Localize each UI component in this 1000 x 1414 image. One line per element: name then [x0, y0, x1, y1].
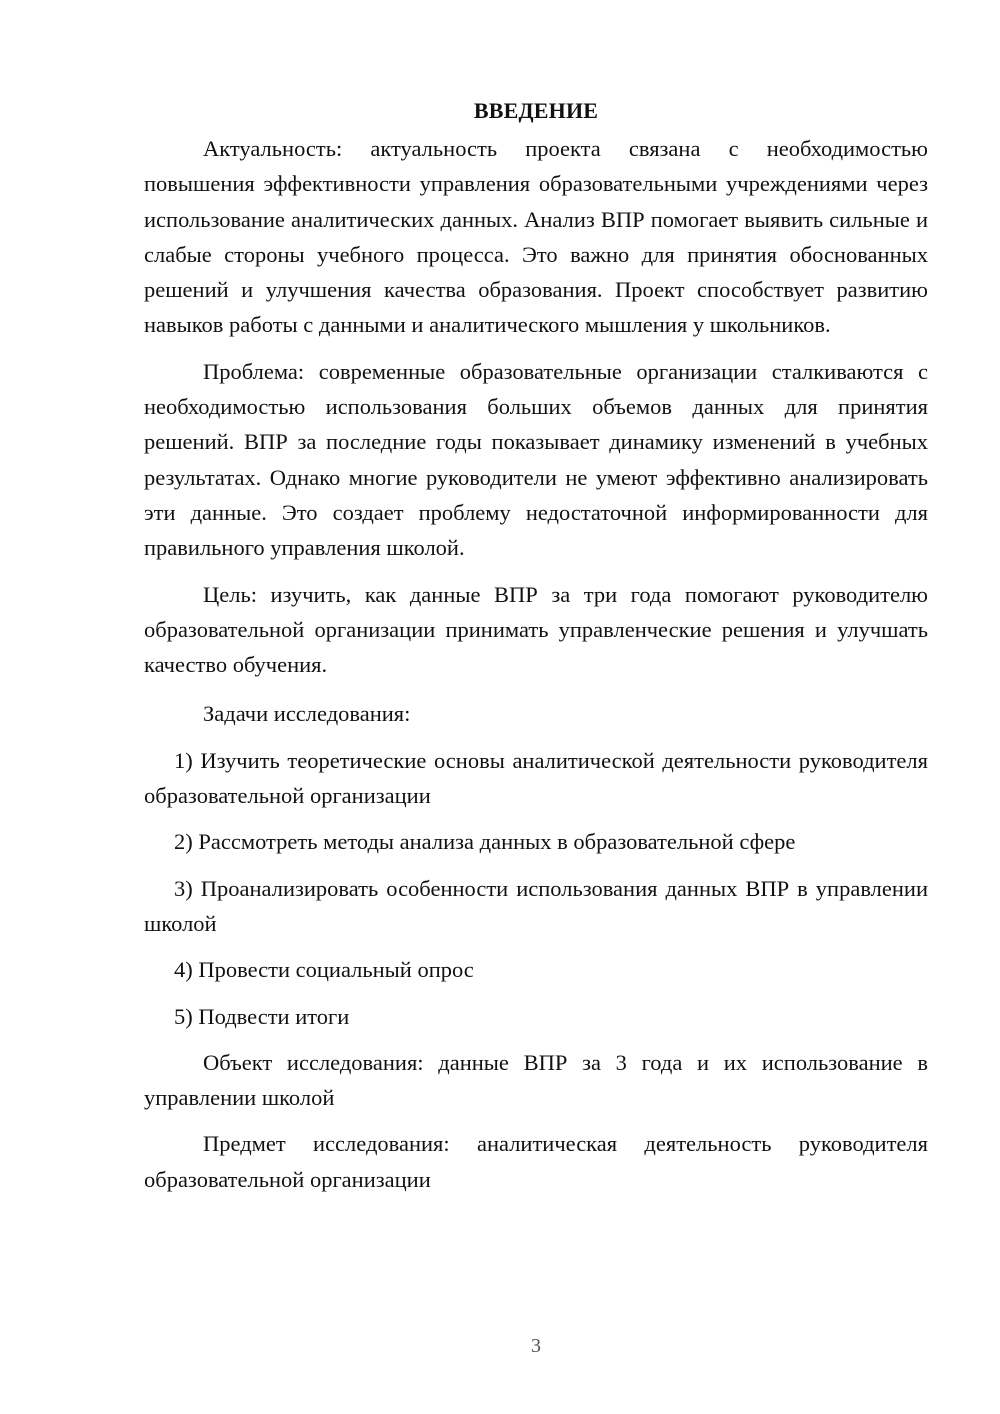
tasks-heading: Задачи исследования:	[203, 701, 411, 727]
section-title: ВВЕДЕНИЕ	[473, 98, 599, 123]
list-item: 3) Проанализировать особенности использования данных ВПР в управлении школой	[144, 875, 928, 936]
problem-paragraph: Проблема: современные образовательные организации сталкиваются с необходимостью использования больших объемов данных для принятия решений. ВПР за последние годы показывает динамику изменений в учебных результатах. Однако многие руководители не умеют эффективно анализировать эти данные. Это создает проблему недостаточной информированности для правильного управления школой.	[144, 358, 928, 561]
list-item: 2) Рассмотреть методы анализа данных в образовательной сфере	[174, 829, 796, 855]
list-item: 4) Провести социальный опрос	[174, 957, 474, 983]
object-paragraph: Объект исследования: данные ВПР за 3 года и их использование в управлении школой	[144, 1049, 928, 1111]
page-number: 3	[531, 1335, 541, 1357]
document-page	[144, 95, 928, 1197]
list-item: 5) Подвести итоги	[174, 1003, 350, 1029]
tasks-list	[144, 743, 928, 1034]
relevance-paragraph: Актуальность: актуальность проекта связана с необходимостью повышения эффективности управления образовательными учреждениями через использование аналитических данных. Анализ ВПР помогает выявить сильные и слабые стороны учебного процесса. Это важно для принятия обоснованных решений и улучшения качества образования. Проект способствует развитию навыков работы с данными и аналитического мышления у школьников.	[144, 136, 928, 338]
list-item: 1) Изучить теоретические основы аналитической деятельности руководителя образовательной организации	[144, 747, 928, 809]
goal-paragraph: Цель: изучить, как данные ВПР за три года помогают руководителю образовательной организации принимать управленческие решения и улучшать качество обучения.	[144, 581, 928, 678]
subject-paragraph: Предмет исследования: аналитическая деятельность руководителя образовательной организации	[144, 1131, 928, 1192]
